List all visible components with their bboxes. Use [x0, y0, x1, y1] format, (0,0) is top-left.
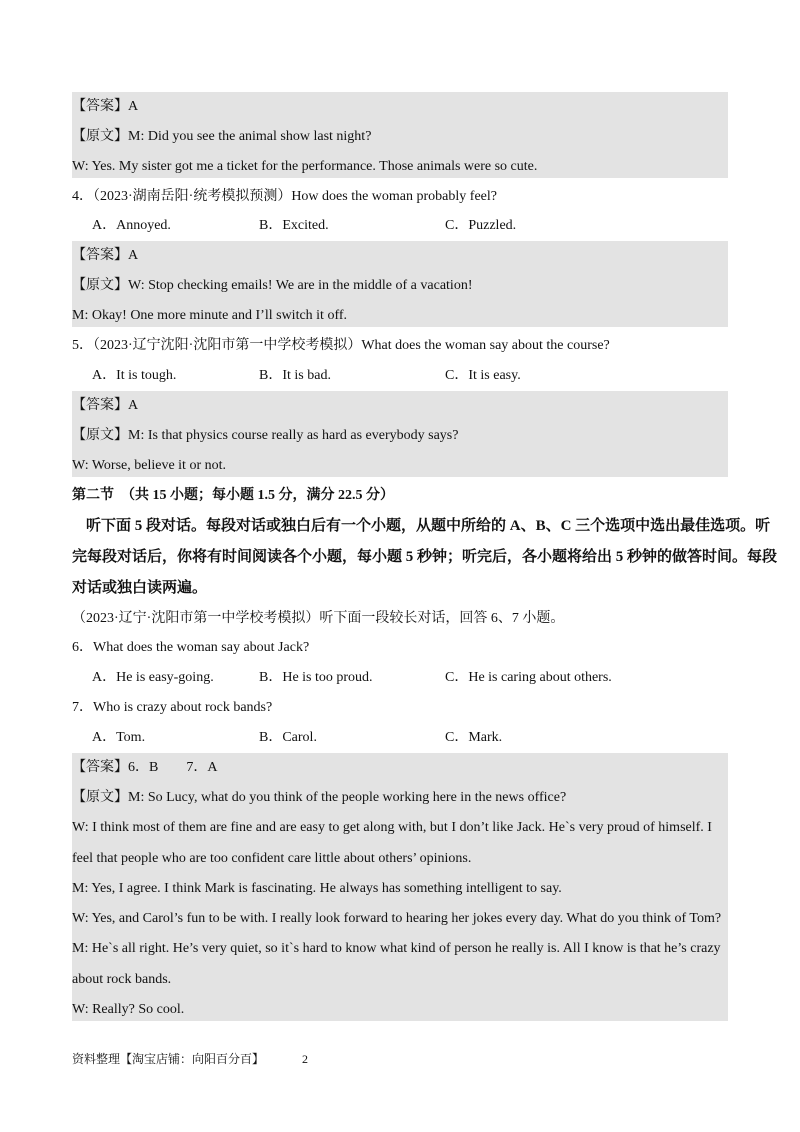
section-instructions: 对话或独白读两遍。	[72, 580, 208, 596]
option-b: B．It is bad.	[259, 368, 331, 383]
transcript-line: M: Yes, I agree. I think Mark is fascinating. He always has something intelligent to say.	[72, 881, 562, 896]
answer-label: 【答案】A	[72, 248, 139, 263]
transcript-line: M: He`s all right. He’s very quiet, so it`s hard to know what kind of person he really is. All I know is that he’s crazy	[72, 941, 721, 956]
option-c: C．It is easy.	[445, 368, 521, 383]
option-b: B．Excited.	[259, 218, 329, 233]
transcript-line: W: Really? So cool.	[72, 1002, 185, 1017]
transcript-line: feel that people who are too confident care little about others’ opinions.	[72, 851, 472, 866]
option-b: B．Carol.	[259, 730, 317, 745]
transcript-line: W: Yes. My sister got me a ticket for the performance. Those animals were so cute.	[72, 159, 538, 174]
transcript-line: W: I think most of them are fine and are easy to get along with, but I don’t like Jack. He`s very proud of himself. I	[72, 820, 712, 835]
transcript-line: 【原文】W: Stop checking emails! We are in the middle of a vacation!	[72, 278, 473, 293]
question-stem: 5．（2023·辽宁沈阳·沈阳市第一中学校考模拟）What does the woman say about the course?	[72, 338, 610, 353]
transcript-line: 【原文】M: So Lucy, what do you think of the people working here in the news office?	[72, 790, 567, 805]
section-intro: （2023·辽宁·沈阳市第一中学校考模拟）听下面一段较长对话，回答 6、7 小题。	[72, 611, 565, 626]
transcript-line: 【原文】M: Is that physics course really as hard as everybody says?	[72, 428, 459, 443]
transcript-line: W: Worse, believe it or not.	[72, 458, 226, 473]
option-a: A．Annoyed.	[92, 218, 171, 233]
transcript-line: W: Yes, and Carol’s fun to be with. I really look forward to hearing her jokes every day. What do you think of Tom?	[72, 911, 722, 926]
section-instructions: 完每段对话后，你将有时间阅读各个小题，每小题 5 秒钟；听完后，各小题将给出 5 秒钟的做答时间。每段	[72, 549, 778, 565]
option-c: C．Puzzled.	[445, 218, 517, 233]
page-number: 2	[302, 1052, 308, 1066]
section-title: 第二节 （共 15 小题；每小题 1.5 分，满分 22.5 分）	[72, 488, 394, 503]
answer-label: 【答案】A	[72, 398, 139, 413]
option-b: B．He is too proud.	[259, 670, 373, 685]
footer-source: 资料整理【淘宝店铺：向阳百分百】	[72, 1052, 265, 1066]
answer-label: 【答案】6．B 7．A	[72, 760, 218, 775]
answer-label: 【答案】A	[72, 99, 139, 114]
option-a: A．Tom.	[92, 730, 146, 745]
option-c: C．He is caring about others.	[445, 670, 612, 685]
option-a: A．It is tough.	[92, 368, 177, 383]
section-instructions: 听下面 5 段对话。每段对话或独白后有一个小题，从题中所给的 A、B、C 三个选项中选出最佳选项。听	[86, 518, 771, 534]
question-stem: 4．（2023·湖南岳阳·统考模拟预测）How does the woman probably feel?	[72, 189, 497, 204]
option-c: C．Mark.	[445, 730, 503, 745]
option-a: A．He is easy-going.	[92, 670, 214, 685]
question-stem: 6．What does the woman say about Jack?	[72, 640, 310, 655]
question-stem: 7．Who is crazy about rock bands?	[72, 700, 273, 715]
transcript-line: about rock bands.	[72, 972, 172, 987]
transcript-line: 【原文】M: Did you see the animal show last night?	[72, 129, 372, 144]
transcript-line: M: Okay! One more minute and I’ll switch it off.	[72, 308, 348, 323]
